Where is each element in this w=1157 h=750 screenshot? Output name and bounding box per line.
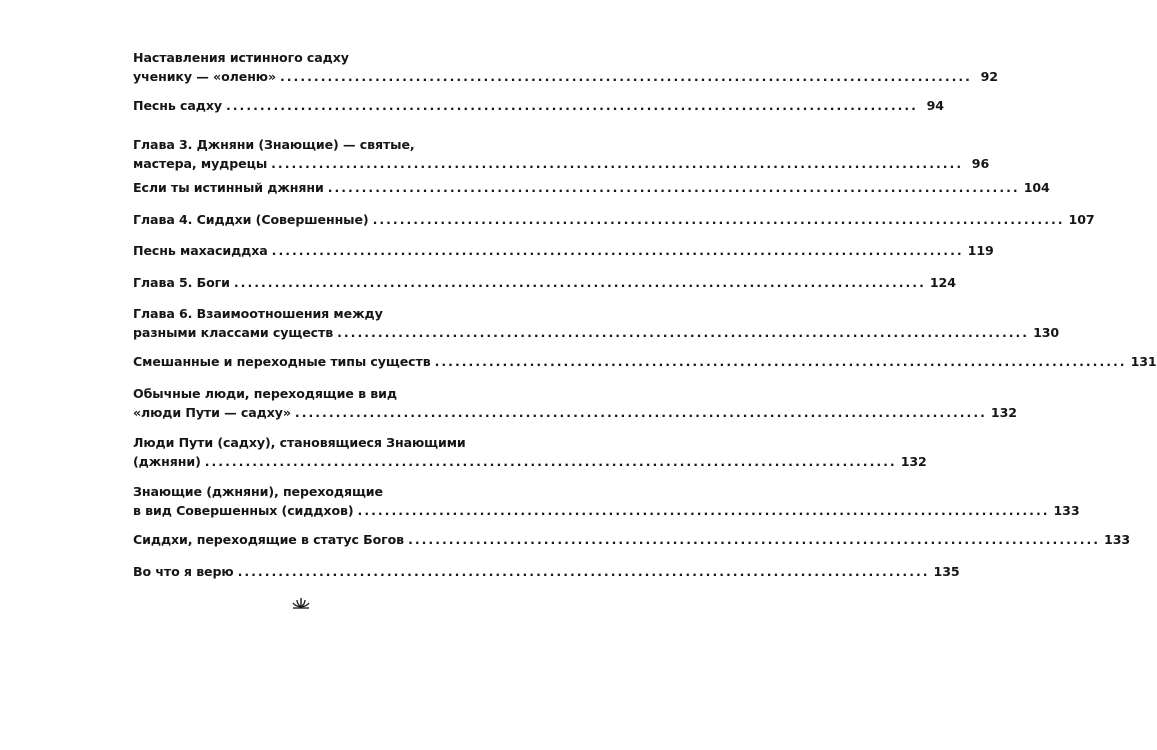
toc-entry [133, 96, 944, 115]
toc-entry [133, 530, 1131, 549]
toc-entry-title: Песнь садху [133, 98, 222, 113]
dot-leader: ...................................................................................................... [434, 354, 1127, 369]
dot-leader: ...................................................................................................... [225, 98, 918, 113]
toc-entry-title: (джняни) [133, 454, 201, 469]
toc-entry-title: мастера, мудрецы [133, 156, 268, 171]
toc-entry-title: Глава 4. Сиддхи (Совершенные) [133, 212, 369, 227]
dot-leader: ...................................................................................................... [204, 454, 897, 469]
dot-leader: ...................................................................................................... [294, 405, 987, 420]
toc-entry-first-line: Знающие (джняни), переходящие [133, 484, 383, 499]
toc-entry-first-line: Наставления истинного садху [133, 50, 349, 65]
toc-entry [133, 178, 1050, 197]
dot-leader: ...................................................................................................... [279, 69, 972, 84]
toc-entry-title: «люди Пути — садху» [133, 405, 291, 420]
dot-leader: ...................................................................................................... [372, 212, 1065, 227]
toc-entry-page: 94 [926, 98, 944, 113]
dot-leader: ...................................................................................................... [271, 156, 964, 171]
toc-entry-page: 135 [933, 564, 960, 579]
toc-entry-title: ученику — «оленю» [133, 69, 276, 84]
toc-entry-page: 133 [1053, 503, 1080, 518]
toc-entry [133, 433, 927, 471]
toc-entry-page: 130 [1033, 325, 1060, 340]
toc-entry-title: Смешанные и переходные типы существ [133, 354, 431, 369]
toc-entry-first-line: Глава 3. Джняни (Знающие) — святые, [133, 137, 415, 152]
toc-entry-page: 92 [980, 69, 998, 84]
toc-entry-page: 133 [1104, 532, 1131, 547]
toc-entry-page: 131 [1130, 354, 1157, 369]
toc-entry [133, 48, 998, 86]
toc-entry-first-line: Люди Пути (садху), становящиеся Знающими [133, 435, 466, 450]
toc-entry [133, 135, 990, 173]
toc-entry [133, 210, 1095, 229]
toc-entry [133, 482, 1080, 520]
toc-entry [133, 562, 960, 581]
toc-entry-title: в вид Совершенных (сиддхов) [133, 503, 354, 518]
toc-entry [133, 304, 1060, 342]
toc-entry-page: 124 [929, 275, 956, 290]
dot-leader: ...................................................................................................... [237, 564, 930, 579]
dot-leader: ...................................................................................................... [233, 275, 926, 290]
toc-entry-title: Во что я верю [133, 564, 234, 579]
toc-entry [133, 273, 956, 292]
toc-entry-page: 104 [1023, 180, 1050, 195]
dot-leader: ...................................................................................................... [337, 325, 1030, 340]
toc-entry-first-line: Глава 6. Взаимоотношения между [133, 306, 383, 321]
toc-entry-title: разными классами существ [133, 325, 334, 340]
toc-entry [133, 384, 1017, 422]
toc-entry-page: 107 [1068, 212, 1095, 227]
toc-entry-title: Если ты истинный джняни [133, 180, 324, 195]
dot-leader: ...................................................................................................... [271, 243, 964, 258]
toc-entry [133, 241, 994, 260]
toc-entry-page: 119 [967, 243, 994, 258]
toc-entry-title: Глава 5. Боги [133, 275, 230, 290]
lotus-flourish-icon [292, 597, 310, 609]
dot-leader: ...................................................................................................... [327, 180, 1020, 195]
toc-entry-page: 132 [990, 405, 1017, 420]
toc-entry-title: Сиддхи, переходящие в статус Богов [133, 532, 405, 547]
dot-leader: ...................................................................................................... [408, 532, 1101, 547]
dot-leader: ...................................................................................................... [357, 503, 1050, 518]
toc-entry [133, 352, 1157, 371]
toc-entry-page: 96 [971, 156, 990, 171]
toc-entry-title: Песнь махасиддха [133, 243, 268, 258]
toc-entry-page: 132 [900, 454, 927, 469]
toc-entry-first-line: Обычные люди, переходящие в вид [133, 386, 397, 401]
